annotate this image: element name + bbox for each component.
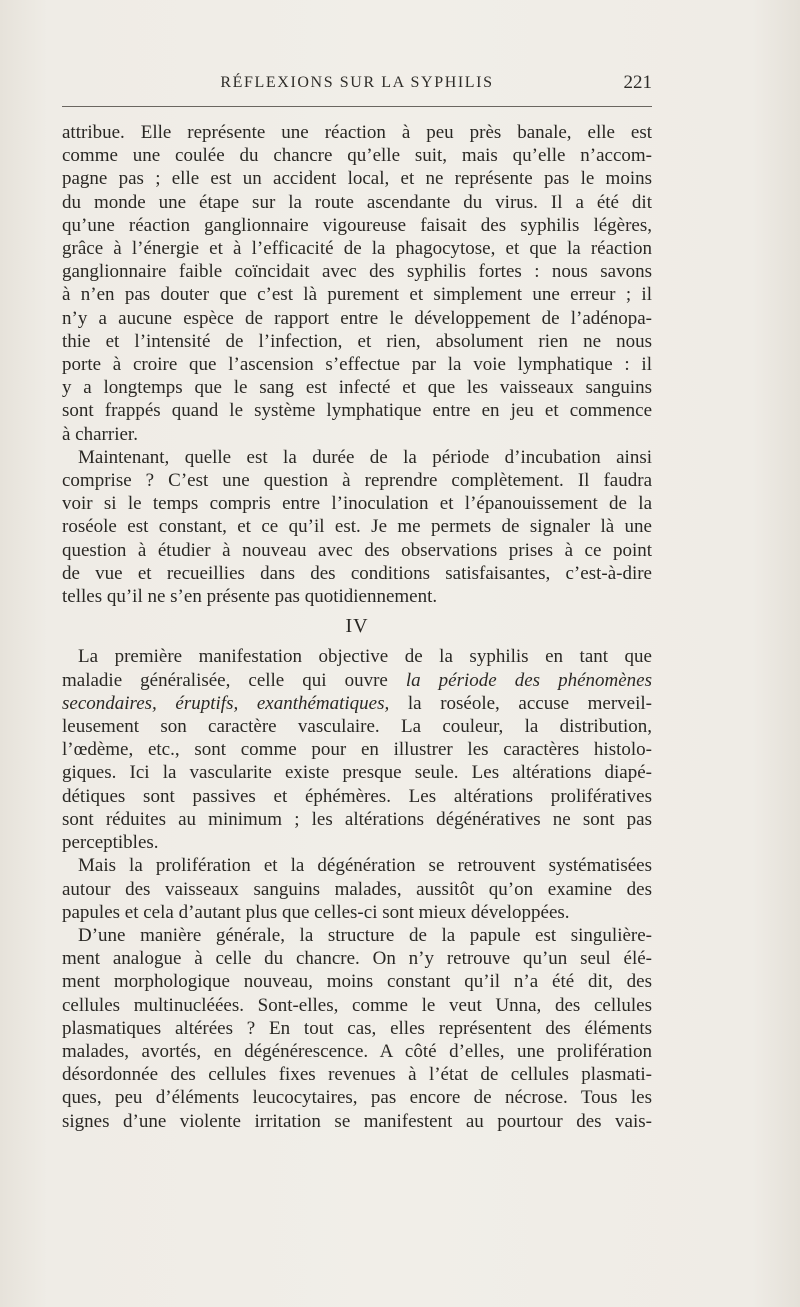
text-line: plasmatiques altérées ? En tout cas, elles représentent des éléments	[62, 1017, 652, 1039]
text-line: signes d’une violente irritation se manifestent au pourtour des vais-	[62, 1110, 652, 1132]
text-line: thie et l’intensité de l’infection, et rien, absolument rien ne nous	[62, 330, 652, 352]
text-line: ment analogue à celle du chancre. On n’y retrouve qu’un seul élé-	[62, 948, 652, 970]
text-line: grâce à l’énergie et à l’efficacité de la phagocytose, et que la réaction	[62, 238, 652, 260]
text-segment: la roséole, accuse merveil-	[389, 692, 652, 714]
page-header	[62, 72, 652, 102]
text-line: leusement son caractère vasculaire. La couleur, la distribution,	[62, 716, 652, 738]
text-line: cellules multinucléées. Sont-elles, comme le veut Unna, des cellules	[62, 994, 652, 1016]
text-line: giques. Ici la vascularite existe presque seule. Les altérations diapé-	[62, 762, 652, 784]
text-line: à charrier.	[62, 423, 138, 445]
text-line	[62, 669, 652, 692]
text-line: y a longtemps que le sang est infecté et que les vaisseaux sanguins	[62, 377, 652, 399]
text-line: de vue et recueillies dans des conditions satisfaisantes, c’est-à-dire	[62, 562, 652, 584]
text-line: Mais la prolifération et la dégénération se retrouvent systématisées	[78, 855, 652, 877]
text-line: l’œdème, etc., sont comme pour en illustrer les caractères histolo-	[62, 739, 652, 761]
text-line: telles qu’il ne s’en présente pas quotidiennement.	[62, 586, 438, 608]
text-line: ganglionnaire faible coïncidait avec des syphilis fortes : nous savons	[62, 261, 652, 283]
paragraph-4	[62, 854, 652, 924]
running-title: RÉFLEXIONS SUR LA SYPHILIS	[220, 74, 494, 91]
text-line: D’une manière générale, la structure de la papule est singulière-	[78, 924, 652, 946]
section-heading: IV	[345, 615, 369, 638]
text-line: détiques sont passives et éphémères. Les altérations prolifératives	[62, 785, 652, 807]
text-line: ment morphologique nouveau, moins constant qu’il n’a été dit, des	[62, 971, 652, 993]
text-line: malades, avortés, en dégénérescence. A côté d’elles, une prolifération	[62, 1040, 652, 1062]
text-line: qu’une réaction ganglionnaire vigoureuse faisait des syphilis légères,	[62, 214, 652, 236]
text-line: La première manifestation objective de la syphilis en tant que	[78, 646, 652, 668]
body-text	[62, 121, 652, 1133]
paragraph-1	[62, 121, 652, 446]
text-line: attribue. Elle représente une réaction à peu près banale, elle est	[62, 122, 652, 143]
text-line: désordonnée des cellules fixes revenues à l’état de cellules plasmati-	[62, 1064, 652, 1086]
text-line: Maintenant, quelle est la durée de la période d’incubation ainsi	[78, 446, 652, 468]
text-line: roséole est constant, et ce qu’il est. Je me permets de signaler là une	[62, 516, 652, 538]
text-line: perceptibles.	[62, 832, 159, 854]
text-line: voir si le temps compris entre l’inoculation et l’épanouissement de la	[62, 493, 652, 515]
text-line: pagne pas ; elle est un accident local, et ne représente pas le moins	[62, 168, 652, 190]
italic-phrase: la période des phénomènes	[405, 669, 652, 691]
text-segment: maladie généralisée, celle qui ouvre	[62, 669, 406, 691]
text-line: à n’en pas douter que c’est là purement et simplement une erreur ; il	[62, 284, 652, 306]
text-line: n’y a aucune espèce de rapport entre le développement de l’adénopa-	[62, 307, 652, 329]
text-line: sont réduites au minimum ; les altérations dégénératives ne sont pas	[62, 808, 652, 830]
text-line: porte à croire que l’ascension s’effectue par la voie lymphatique : il	[62, 354, 652, 376]
text-line: question à étudier à nouveau avec des observations prises à ce point	[62, 539, 652, 561]
text-line: comme une coulée du chancre qu’elle suit, mais qu’elle n’accom-	[62, 145, 652, 167]
page-number: 221	[623, 72, 652, 93]
text-line: papules et cela d’autant plus que celles-ci sont mieux développées.	[62, 901, 570, 923]
text-line	[62, 692, 652, 715]
text-line: ques, peu d’éléments leucocytaires, pas encore de nécrose. Tous les	[62, 1087, 652, 1109]
paragraph-5	[62, 924, 652, 1133]
italic-phrase: secondaires, éruptifs, exanthématiques,	[62, 692, 390, 714]
paragraph-2	[62, 446, 652, 608]
text-line: comprise ? C’est une question à reprendre complètement. Il faudra	[62, 470, 652, 492]
text-line: autour des vaisseaux sanguins malades, aussitôt qu’on examine des	[62, 878, 652, 900]
header-rule	[62, 106, 652, 107]
paragraph-3	[62, 645, 652, 854]
text-line: du monde une étape sur la route ascendante du virus. Il a été dit	[62, 191, 652, 213]
text-line: sont frappés quand le système lymphatique entre en jeu et commence	[62, 400, 652, 422]
